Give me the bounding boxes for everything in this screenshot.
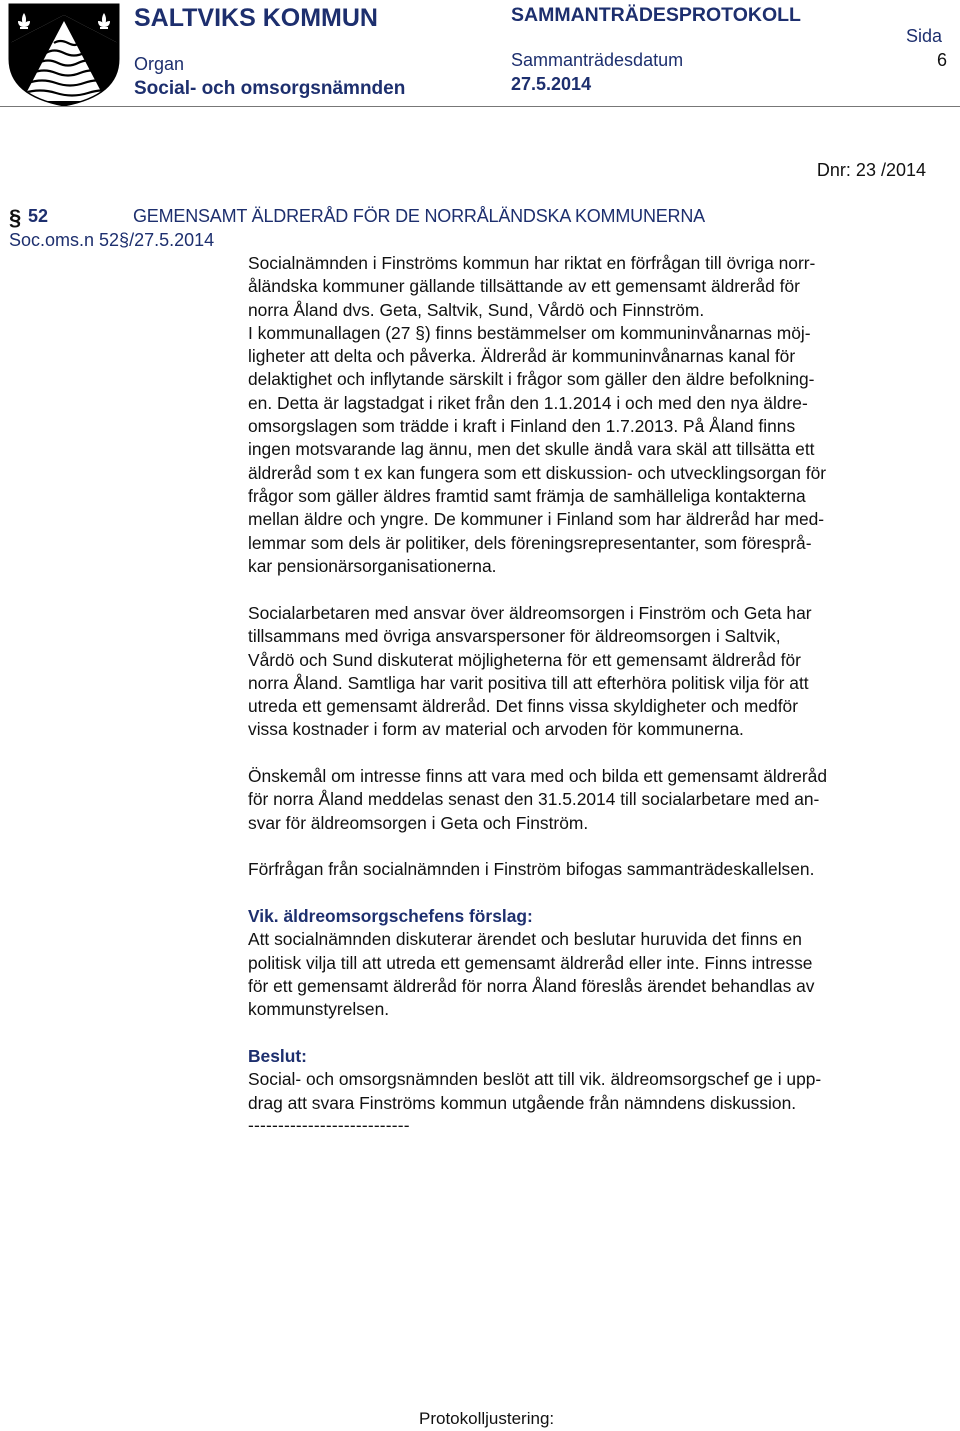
text-line: lemmar som dels är politiker, dels föreningsrepresentanter, som föresprå- xyxy=(248,532,812,553)
minutes-adjustment-label: Protokolljustering: xyxy=(419,1409,555,1428)
section-mark: § xyxy=(9,205,22,230)
text-line: politisk vilja till att utreda ett gemensamt äldreråd eller inte. Finns intresse xyxy=(248,952,813,973)
text-line: Att socialnämnden diskuterar ärendet och beslutar huruvida det finns en xyxy=(248,929,802,950)
paragraph-social-worker xyxy=(248,602,938,742)
text-line: för ett gemensamt äldreråd för norra Åland föreslås ärendet behandlas av xyxy=(248,975,815,996)
text-line: norra Åland dvs. Geta, Saltvik, Sund, Vårdö och Finnström. xyxy=(248,299,705,320)
text-line: kar pensionärsorganisationerna. xyxy=(248,555,497,576)
section-number: 52 xyxy=(28,206,49,226)
text-line: en. Detta är lagstadgat i riket från den 1.1.2014 i och med den nya äldre- xyxy=(248,392,808,413)
text-line: norra Åland. Samtliga har varit positiva till att efterhöra politisk vilja för att xyxy=(248,672,809,693)
organ-value: Social- och omsorgsnämnden xyxy=(134,78,406,99)
organ-label: Organ xyxy=(134,54,185,74)
text-line: Förfrågan från socialnämnden i Finström bifogas sammanträdeskallelsen. xyxy=(248,859,815,879)
municipality-name: SALTVIKS KOMMUN xyxy=(134,4,378,32)
text-line: Önskemål om intresse finns att vara med och bilda ett gemensamt äldreråd xyxy=(248,766,827,786)
text-line: ingen motsvarande lag ännu, men det skulle ändå vara skäl att tillsätta ett xyxy=(248,439,815,460)
header-divider xyxy=(0,106,960,107)
text-line: äldreråd som t ex kan fungera som ett diskussion- och utvecklingsorgan för xyxy=(248,462,827,483)
text-line: svar för äldreomsorgen i Geta och Finström. xyxy=(248,812,589,833)
page-number: 6 xyxy=(937,50,948,70)
meeting-date-label: Sammanträdesdatum xyxy=(511,50,684,70)
text-line: Socialnämnden i Finströms kommun har riktat en förfrågan till övriga norr- xyxy=(248,253,816,273)
text-line: för norra Åland meddelas senast den 31.5.2014 till socialarbetare med an- xyxy=(248,789,820,810)
decision-heading: Beslut: xyxy=(248,1046,307,1066)
text-line: utreda ett gemensamt äldreråd. Det finns vissa skyldigheter och medför xyxy=(248,696,799,717)
proposal-section xyxy=(248,905,938,1021)
page-label: Sida xyxy=(906,26,943,46)
text-line: ligheter att delta och påverka. Äldreråd är kommuninvånarnas kanal för xyxy=(248,346,796,367)
section-reference: Soc.oms.n 52§/27.5.2014 xyxy=(9,230,215,250)
text-line: tillsammans med övriga ansvarspersoner för äldreomsorgen i Saltvik, xyxy=(248,626,781,647)
paragraph-interest-deadline xyxy=(248,765,938,835)
text-line: I kommunallagen (27 §) finns bestämmelser om kommuninvånarnas möj- xyxy=(248,322,811,343)
text-line: drag att svara Finströms kommun utgående från nämndens diskussion. xyxy=(248,1092,797,1113)
separator-line: --------------------------- xyxy=(248,1115,410,1135)
diary-number: Dnr: 23 /2014 xyxy=(816,160,926,180)
text-line: omsorgslagen som trädde i kraft i Finland den 1.7.2013. På Åland finns xyxy=(248,416,796,437)
text-line: Vårdö och Sund diskuterat möjligheterna för ett gemensamt äldreråd för xyxy=(248,649,801,670)
meeting-date-value: 27.5.2014 xyxy=(511,74,592,94)
coat-of-arms-icon xyxy=(8,3,120,107)
text-line: mellan äldre och yngre. De kommuner i Finland som har äldreråd har med- xyxy=(248,509,825,530)
section-title: GEMENSAMT ÄLDRERÅD FÖR DE NORRÅLÄNDSKA KOMMUNERNA xyxy=(133,206,705,226)
decision-section xyxy=(248,1045,938,1115)
text-line: åländska kommuner gällande tillsättande av ett gemensamt äldreråd för xyxy=(248,276,800,297)
proposal-heading: Vik. äldreomsorgschefens förslag: xyxy=(248,906,533,926)
text-line: vissa kostnader i form av material och arvoden för kommunerna. xyxy=(248,719,744,740)
text-line: Social- och omsorgsnämnden beslöt att till vik. äldreomsorgschef ge i upp- xyxy=(248,1069,822,1090)
text-line: Socialarbetaren med ansvar över äldreomsorgen i Finström och Geta har xyxy=(248,603,812,623)
paragraph-request xyxy=(248,252,938,578)
text-line: kommunstyrelsen. xyxy=(248,999,390,1020)
text-line: frågor som gäller äldres framtid samt främja de samhälleliga kontakterna xyxy=(248,485,806,506)
text-line: delaktighet och inflytande särskilt i frågor som gäller den äldre befolkning- xyxy=(248,369,815,390)
paragraph-attachment xyxy=(248,858,938,881)
document-title: SAMMANTRÄDESPROTOKOLL xyxy=(511,4,801,26)
